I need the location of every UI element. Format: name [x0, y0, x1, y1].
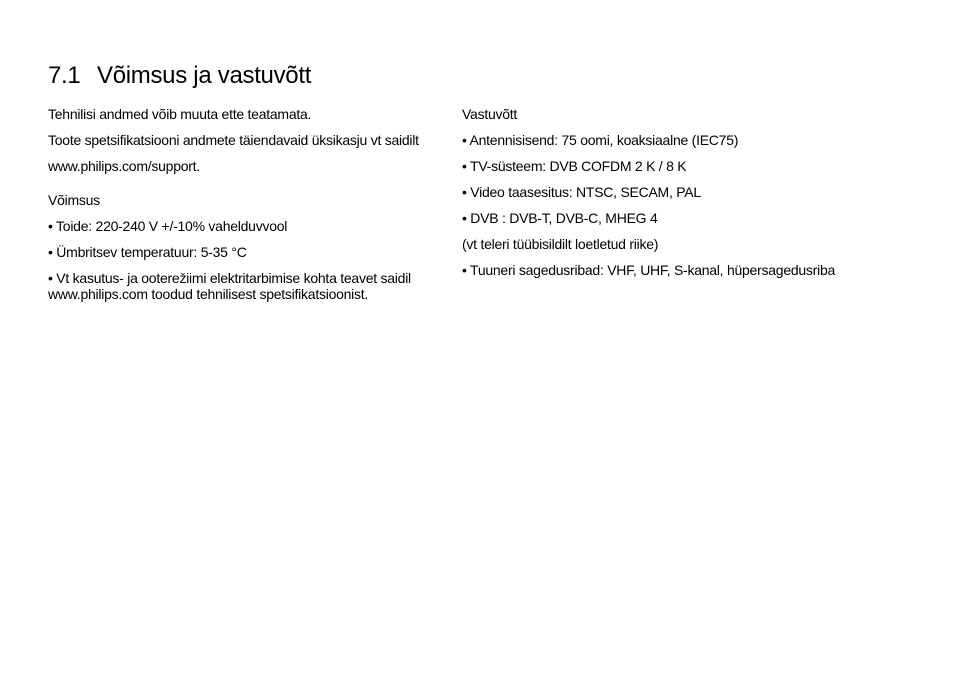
spec-info-text: Toote spetsifikatsiooni andmete täiendavaid üksikasju vt saidilt: [48, 132, 419, 148]
right-column: [462, 106, 842, 288]
left-column: [48, 106, 428, 312]
section-title: Võimsus ja vastuvõtt: [97, 62, 312, 89]
reception-item-tv-system: • TV-süsteem: DVB COFDM 2 K / 8 K: [462, 158, 687, 174]
power-subheading: Võimsus: [48, 191, 100, 208]
reception-item-video-playback: • Video taasesitus: NTSC, SECAM, PAL: [462, 184, 701, 200]
section-number: 7.1: [48, 62, 81, 89]
support-url: www.philips.com/support.: [48, 158, 200, 174]
page-title: [48, 60, 311, 92]
reception-item-antenna: • Antennisisend: 75 oomi, koaksiaalne (IEC75): [462, 132, 739, 148]
reception-subheading: Vastuvõtt: [462, 106, 518, 122]
power-item-supply: • Toide: 220-240 V +/-10% vahelduvvool: [48, 217, 288, 234]
power-item-temperature: • Ümbritsev temperatuur: 5-35 °C: [48, 243, 247, 260]
power-item-consumption: • Vt kasutus- ja ooterežiimi elektritarbimise kohta teavet saidil www.philips.com toodud tehnilisest spetsifikatsioonist.: [48, 269, 411, 302]
reception-item-dvb: • DVB : DVB-T, DVB-C, MHEG 4: [462, 210, 658, 226]
reception-item-tuner-bands: • Tuuneri sagedusribad: VHF, UHF, S-kanal, hüpersagedusriba: [462, 262, 836, 278]
disclaimer-text: Tehnilisi andmed võib muuta ette teatamata.: [48, 106, 312, 122]
reception-note: (vt teleri tüübisildilt loetletud riike): [462, 236, 659, 252]
